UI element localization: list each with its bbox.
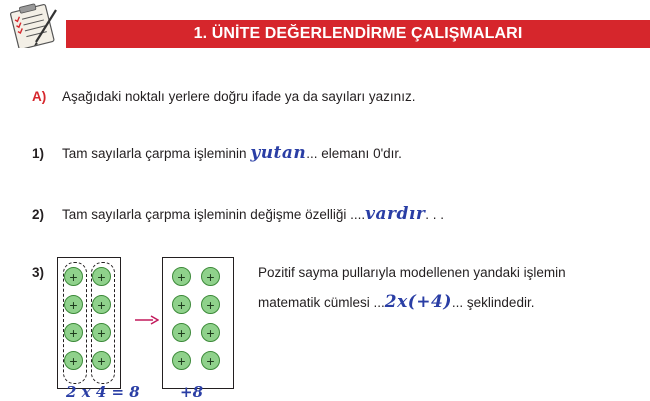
positive-counter: + [64,323,83,342]
page-title: 1. ÜNİTE DEĞERLENDİRME ÇALIŞMALARI [193,25,523,42]
question-2-number: 2) [32,207,45,222]
positive-counter: + [172,295,191,314]
left-model-caption: 2 x 4 = 8 [66,383,140,401]
positive-counter: + [92,295,111,314]
question-3-line-1: Pozitif sayma pullarıyla modellenen yandaki işlemin [258,265,566,280]
positive-counter: + [92,351,111,370]
question-1-text-before: Tam sayılarla çarpma işleminin [62,146,251,161]
positive-counter: + [201,323,220,342]
question-1 [32,143,402,163]
section-a-instruction: Aşağıdaki noktalı yerlere doğru ifade ya da sayıları yazınız. [62,89,416,104]
grouped-counters-frame [57,257,121,389]
positive-counter: + [64,351,83,370]
positive-counter: + [201,351,220,370]
positive-counter: + [201,267,220,286]
question-3-text-after: ... şeklindedir. [451,295,535,310]
result-counters-frame [162,257,234,389]
section-a-marker: A) [32,89,47,104]
section-a-instruction-line [32,89,415,104]
positive-counter: + [172,323,191,342]
question-1-answer: yutan [250,143,307,163]
positive-counter: + [92,323,111,342]
question-3-number: 3) [32,265,45,280]
clipboard-icon [2,2,62,48]
positive-counter: + [172,351,191,370]
question-1-number: 1) [32,146,45,161]
positive-counter: + [201,295,220,314]
title-bar [66,20,650,48]
positive-counter: + [64,267,83,286]
question-3-answer: 2x(+4) [384,292,452,312]
question-2-text-after: . . . [425,207,445,222]
question-3-line-2 [258,292,534,312]
right-model-caption: +8 [180,383,204,401]
positive-counter: + [172,267,191,286]
question-2-answer: vardır [365,204,426,224]
question-2-text-before: Tam sayılarla çarpma işleminin değişme özelliği .... [62,207,366,222]
question-3-text-before: matematik cümlesi ... [258,295,385,310]
arrow-right-icon [135,314,159,326]
positive-counter: + [92,267,111,286]
positive-counter: + [64,295,83,314]
question-1-text-after: ... elemanı 0'dır. [306,146,402,161]
question-2 [32,204,444,224]
